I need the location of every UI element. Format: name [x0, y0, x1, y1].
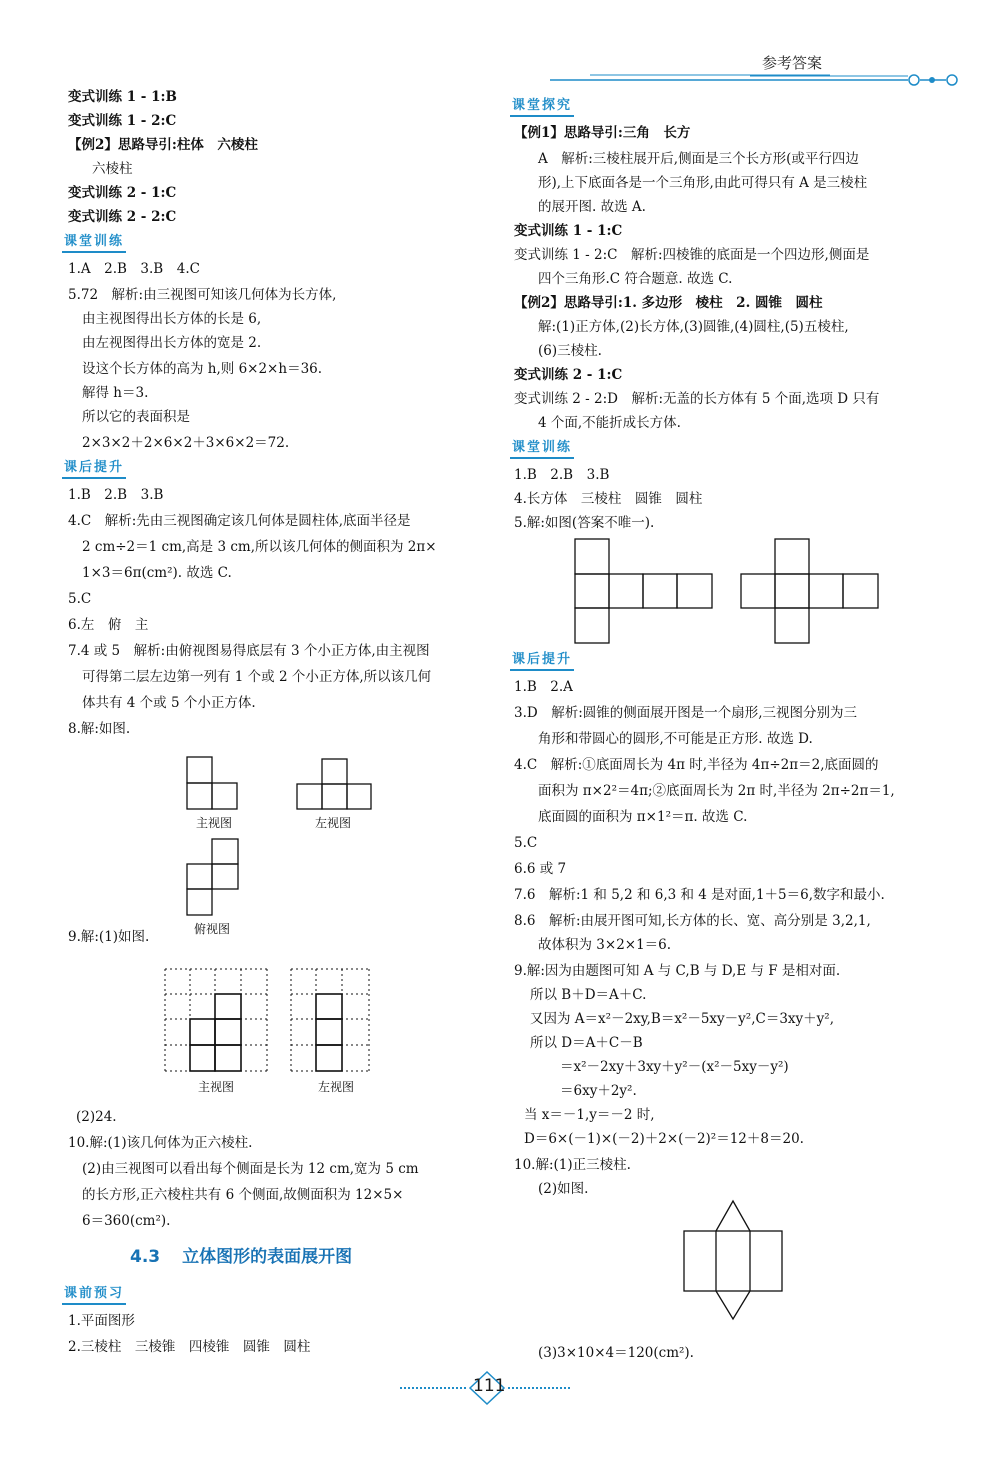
section-label: 课后提升: [62, 460, 126, 479]
answer-line: 所以 B＋D＝A＋C.: [530, 987, 647, 1003]
answer-line: 1.A 2.B 3.B 4.C: [68, 261, 200, 277]
answer-line: 面积为 π×2²＝4π;②底面周长为 2π 时,半径为 2π÷2π＝1,: [538, 783, 895, 799]
answer-line: 又因为 A＝x²－2xy,B＝x²－5xy－y²,C＝3xy＋y²,: [530, 1011, 834, 1027]
answer-line: 1.平面图形: [68, 1313, 135, 1329]
answer-line: (3)3×10×4＝120(cm²).: [538, 1345, 694, 1361]
answer-line: A 解析:三棱柱展开后,侧面是三个长方形(或平行四边: [538, 151, 859, 167]
answer-line: 3.D 解析:圆锥的侧面展开图是一个扇形,三视图分别为三: [514, 705, 858, 721]
answer-line: 所以它的表面积是: [82, 409, 190, 425]
fig8-front-caption: 主视图: [196, 816, 233, 830]
answer-line: 变式训练 2 - 2:D 解析:无盖的长方体有 5 个面,选项 D 只有: [514, 391, 880, 407]
answer-line: 5.C: [68, 591, 92, 607]
answer-line: 1.B 2.B 3.B: [514, 467, 610, 483]
answer-line: 角形和带圆心的圆形,不可能是正方形. 故选 D.: [538, 731, 813, 747]
fig9-front-caption: 主视图: [198, 1080, 235, 1094]
answer-line: 6.左 俯 主: [68, 617, 149, 633]
answer-line: 变式训练 2 - 1:C: [68, 185, 177, 201]
section-label: 课堂探究: [510, 98, 574, 117]
answer-line: 四个三角形.C 符合题意. 故选 C.: [538, 271, 733, 287]
answer-line: 7.4 或 5 解析:由俯视图易得底层有 3 个小正方体,由主视图: [68, 643, 430, 659]
answer-line: 1.B 2.B 3.B: [68, 487, 164, 503]
fig8-top-view: [186, 838, 240, 916]
answer-line: (6)三棱柱.: [538, 343, 602, 359]
fig8-top-caption: 俯视图: [194, 922, 231, 936]
section-label: 课后提升: [510, 652, 574, 671]
answer-line: 变式训练 1 - 2:C: [68, 113, 177, 129]
answer-line: 【例2】思路导引:1. 多边形 棱柱 2. 圆锥 圆柱: [514, 295, 823, 311]
answer-line: 六棱柱: [92, 161, 133, 177]
answer-line: 解:(1)正方体,(2)长方体,(3)圆锥,(4)圆柱,(5)五棱柱,: [538, 319, 849, 335]
answer-line: 【例2】思路导引:柱体 六棱柱: [68, 137, 258, 153]
fig9-left-view: [290, 968, 370, 1072]
answer-line: 底面圆的面积为 π×1²＝π. 故选 C.: [538, 809, 748, 825]
answer-line: D＝6×(－1)×(－2)＋2×(－2)²＝12＋8＝20.: [524, 1131, 804, 1147]
page-header: [500, 40, 960, 100]
chapter-title: 立体图形的表面展开图: [182, 1247, 353, 1267]
fig9-left-caption: 左视图: [318, 1080, 355, 1094]
page-number: 111: [473, 1376, 506, 1396]
answer-line: 当 x＝－1,y＝－2 时,: [524, 1107, 655, 1123]
answer-line: 体共有 4 个或 5 个小正方体.: [82, 695, 256, 711]
fig8-left-caption: 左视图: [315, 816, 352, 830]
answer-line: 2×3×2＋2×6×2＋3×6×2＝72.: [82, 435, 290, 451]
answer-line: 10.解:(1)正三棱柱.: [514, 1157, 631, 1173]
answer-line: 9.解:(1)如图.: [68, 929, 150, 945]
fig8-front-view: [186, 756, 238, 810]
answer-line: 由主视图得出长方体的长是 6,: [82, 311, 262, 327]
answer-line: (2)如图.: [538, 1181, 589, 1197]
answer-line: 4.C 解析:先由三视图确定该几何体是圆柱体,底面半径是: [68, 513, 411, 529]
answer-line: 7.6 解析:1 和 5,2 和 6,3 和 4 是对面,1＋5＝6,数字和最小.: [514, 887, 885, 903]
cube-net-2: [740, 538, 880, 644]
chapter-heading: [130, 1242, 352, 1267]
answer-line: 10.解:(1)该几何体为正六棱柱.: [68, 1135, 253, 1151]
answer-line: 变式训练 1 - 2:C 解析:四棱锥的底面是一个四边形,侧面是: [514, 247, 870, 263]
answer-line: 的长方形,正六棱柱共有 6 个侧面,故侧面积为 12×5×: [82, 1187, 404, 1203]
answer-line: 5.C: [514, 835, 538, 851]
answer-line: 5.解:如图(答案不唯一).: [514, 515, 655, 531]
answer-line: 9.解:因为由题图可知 A 与 C,B 与 D,E 与 F 是相对面.: [514, 963, 841, 979]
prism-net: [680, 1198, 786, 1322]
section-label: 课堂训练: [510, 440, 574, 459]
fig9-front-view: [164, 968, 268, 1072]
answer-line: 2 cm÷2＝1 cm,高是 3 cm,所以该几何体的侧面积为 2π×: [82, 539, 437, 555]
answer-line: 6＝360(cm²).: [82, 1213, 171, 1229]
answer-line: 1×3＝6π(cm²). 故选 C.: [82, 565, 232, 581]
header-title: 参考答案: [762, 54, 823, 72]
answer-line: 4.C 解析:①底面周长为 4π 时,半径为 4π÷2π＝2,底面圆的: [514, 757, 879, 773]
answer-line: 形),上下底面各是一个三角形,由此可得只有 A 是三棱柱: [538, 175, 868, 191]
answer-line: 5.72 解析:由三视图可知该几何体为长方体,: [68, 287, 337, 303]
answer-line: 由左视图得出长方体的宽是 2.: [82, 335, 262, 351]
answer-line: 2.三棱柱 三棱锥 四棱锥 圆锥 圆柱: [68, 1339, 311, 1355]
answer-line: 设这个长方体的高为 h,则 6×2×h＝36.: [82, 361, 323, 377]
chapter-number: 4.3: [130, 1247, 161, 1267]
answer-line: 可得第二层左边第一列有 1 个或 2 个小正方体,所以该几何: [82, 669, 432, 685]
answer-line: 8.解:如图.: [68, 721, 131, 737]
answer-line: 解得 h＝3.: [82, 385, 149, 401]
header-decoration-icon: [500, 40, 960, 100]
answer-line: 4 个面,不能折成长方体.: [538, 415, 681, 431]
section-label: 课堂训练: [62, 234, 126, 253]
answer-line: 所以 D＝A＋C－B: [530, 1035, 643, 1051]
answer-line: 的展开图. 故选 A.: [538, 199, 646, 215]
answer-line: ＝6xy＋2y².: [560, 1083, 637, 1099]
answer-line: 【例1】思路导引:三角 长方: [514, 125, 691, 141]
answer-line: 8.6 解析:由展开图可知,长方体的长、宽、高分别是 3,2,1,: [514, 913, 871, 929]
fig8-left-view: [296, 758, 372, 810]
page-footer: [400, 1370, 570, 1406]
answer-line: 1.B 2.A: [514, 679, 573, 695]
answer-line: 6.6 或 7: [514, 861, 567, 877]
answer-line: 变式训练 2 - 1:C: [514, 367, 623, 383]
answer-line: 变式训练 1 - 1:C: [514, 223, 623, 239]
answer-line: 故体积为 3×2×1＝6.: [538, 937, 672, 953]
answer-line: 变式训练 1 - 1:B: [68, 89, 177, 105]
answer-line: (2)由三视图可以看出每个侧面是长为 12 cm,宽为 5 cm: [82, 1161, 419, 1177]
answer-line: 4.长方体 三棱柱 圆锥 圆柱: [514, 491, 703, 507]
answer-line: 变式训练 2 - 2:C: [68, 209, 177, 225]
answer-line: (2)24.: [76, 1109, 117, 1125]
cube-net-1: [574, 538, 714, 644]
answer-line: ＝x²－2xy＋3xy＋y²－(x²－5xy－y²): [560, 1059, 789, 1075]
section-label: 课前预习: [62, 1286, 126, 1305]
